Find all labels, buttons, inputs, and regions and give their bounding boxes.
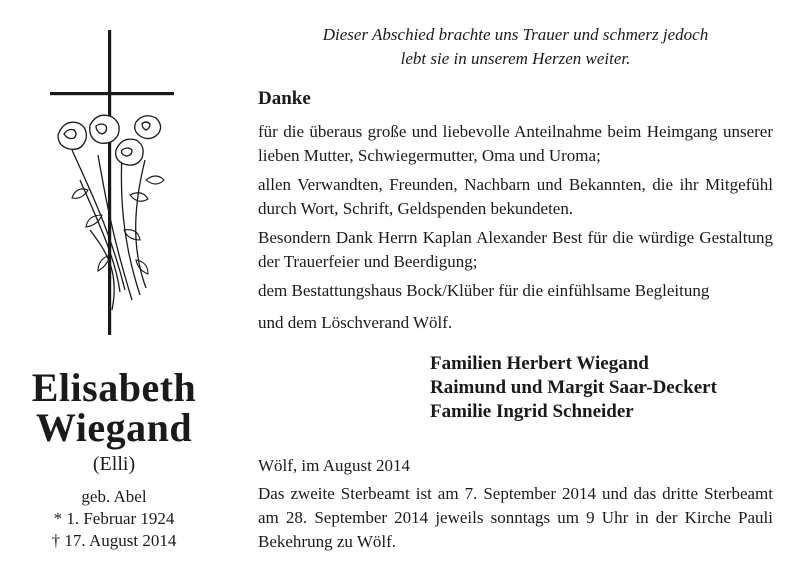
deceased-first-name: Elisabeth <box>31 365 197 410</box>
life-dates <box>0 486 228 552</box>
family-line: Familien Herbert Wiegand <box>430 353 649 374</box>
family-line: Raimund und Margit Saar-Deckert <box>430 377 717 398</box>
deceased-nickname: (Elli) <box>92 453 136 475</box>
mass-info: Das zweite Sterbeamt ist am 7. September 2014 und das dritte Sterbeamt am 28. September 2014 jeweils sonntags um 9 Uhr in der Kirche Pauli Bekehrung zu Wölf. <box>258 484 773 551</box>
thanks-paragraph: Besondern Dank Herrn Kaplan Alexander Best für die würdige Gestaltung der Trauerfeier und Beerdigung; <box>258 228 773 271</box>
deceased-name <box>0 365 228 450</box>
thanks-title: Danke <box>258 88 311 109</box>
motto-line-2: lebt sie in unserem Herzen weiter. <box>400 49 631 68</box>
thanks-paragraph: und dem Löschverand Wölf. <box>258 313 453 332</box>
death-date: † 17. August 2014 <box>51 531 177 550</box>
motto-line-1: Dieser Abschied brachte uns Trauer und schmerz jedoch <box>322 25 709 44</box>
place-date: Wölf, im August 2014 <box>258 456 411 475</box>
left-column <box>0 0 228 575</box>
right-column <box>258 0 773 575</box>
birth-date: * 1. Februar 1924 <box>53 509 175 528</box>
thanks-paragraph: allen Verwandten, Freunden, Nachbarn und Bekannten, die ihr Mitgefühl durch Wort, Schrift, Geldspenden bekundeten. <box>258 175 773 218</box>
thanks-paragraph: dem Bestattungshaus Bock/Klüber für die einfühlsame Begleitung <box>258 281 710 300</box>
thanks-paragraph: für die überaus große und liebevolle Anteilnahme beim Heimgang unserer lieben Mutter, Schwiegermutter, Oma und Uroma; <box>258 122 773 165</box>
family-signatures <box>430 352 775 424</box>
maiden-name: geb. Abel <box>81 487 147 506</box>
thanks-body <box>258 120 773 340</box>
cross-with-roses-icon <box>50 30 175 340</box>
deceased-last-name: Wiegand <box>35 405 193 450</box>
motto <box>258 23 773 71</box>
family-line: Familie Ingrid Schneider <box>430 401 634 422</box>
